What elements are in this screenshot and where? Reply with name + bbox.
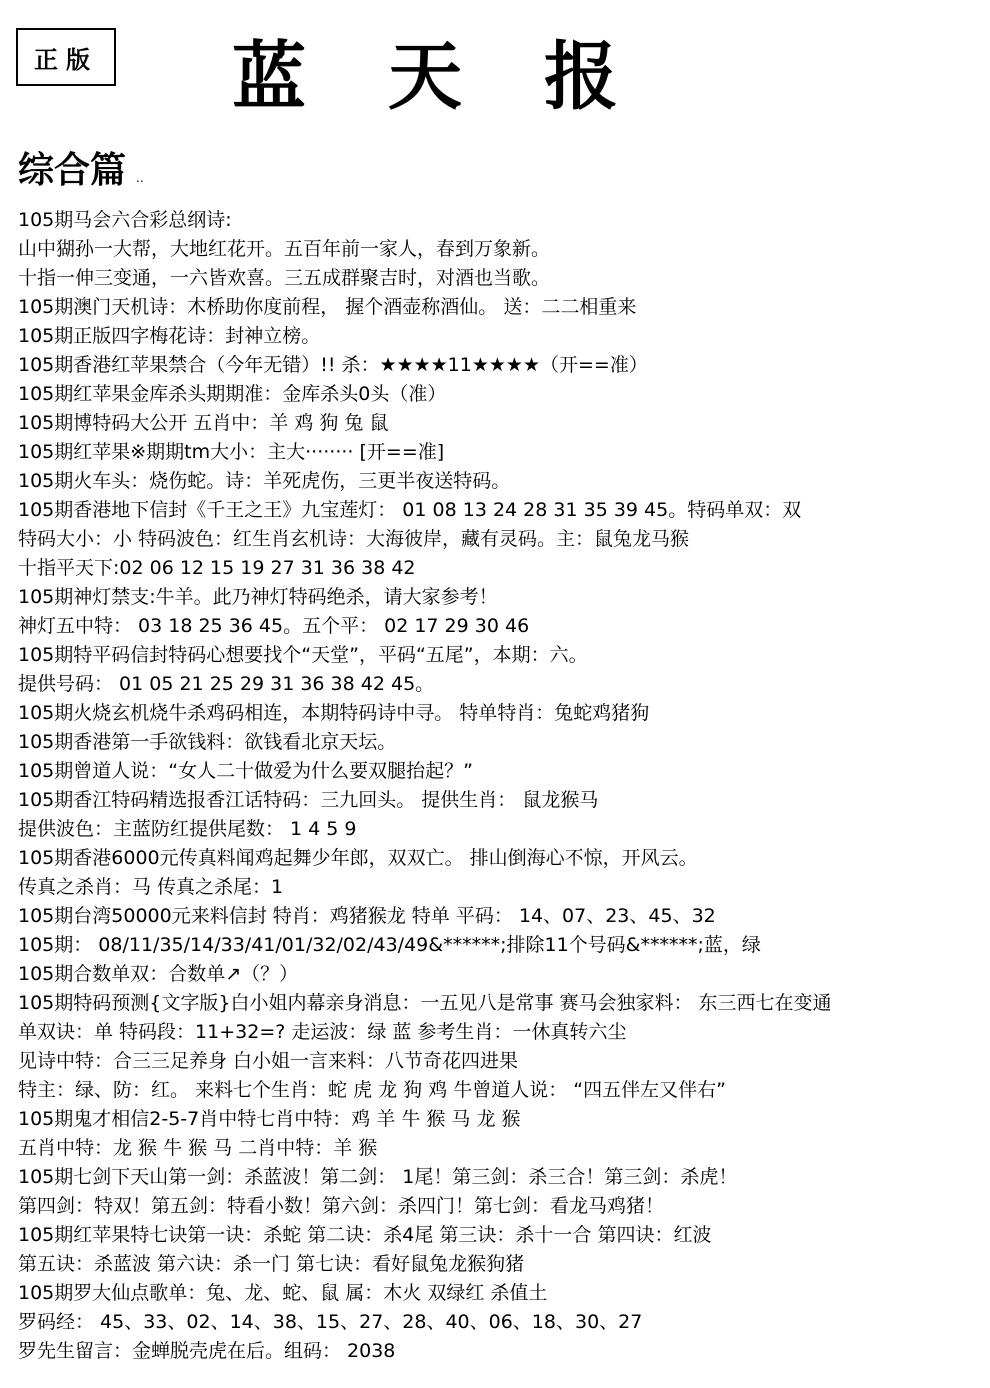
text-line: 105期神灯禁支:牛羊。此乃神灯特码绝杀，请大家参考！: [18, 586, 498, 608]
text-line: 提供波色：主蓝防红提供尾数： 1 4 5 9: [18, 818, 357, 840]
text-line: 山中猢孙一大帮，大地红花开。五百年前一家人，春到万象新。: [18, 238, 551, 260]
text-line: 105期曾道人说：“女人二十做爱为什么要双腿抬起？”: [18, 760, 473, 782]
text-line: 特码大小：小 特码波色：红生肖玄机诗：大海彼岸，藏有灵码。主：鼠兔龙马猴: [18, 528, 690, 550]
text-line: 传真之杀肖：马 传真之杀尾：1: [18, 876, 284, 898]
text-line: 提供号码： 01 05 21 25 29 31 36 38 42 45。: [18, 673, 435, 695]
text-line: 十指平天下:02 06 12 15 19 27 31 36 38 42: [18, 557, 416, 579]
text-line: 105期红苹果※期期tm大小：主大········ [开==准]: [18, 441, 445, 463]
text-line: 105期特码预测{文字版}白小姐内幕亲身消息：一五见八是常事 赛马会独家料： 东三西七在变通: [18, 992, 832, 1014]
text-line: 105期红苹果特七诀第一诀：杀蛇 第二诀：杀4尾 第三诀：杀十一合 第四诀：红波: [18, 1224, 712, 1246]
text-line: 105期特平码信封特码心想要找个“天堂”，平码“五尾”，本期：六。: [18, 644, 588, 666]
text-line: 105期红苹果金库杀头期期准：金库杀头0头（准）: [18, 383, 447, 405]
text-line: 105期香港6000元传真料闻鸡起舞少年郎，双双亡。 排山倒海心不惊，开风云。: [18, 847, 698, 869]
text-line: 105期火烧玄机烧牛杀鸡码相连，本期特码诗中寻。 特单特肖：兔蛇鸡猪狗: [18, 702, 650, 724]
text-line: 105期正版四字梅花诗：封神立榜。: [18, 325, 321, 347]
section-title-dots: ..: [136, 171, 144, 185]
text-line: 105期香港地下信封《千王之王》九宝莲灯： 01 08 13 24 28 31 35 39 45。特码单双：双: [18, 499, 802, 521]
section-title: [18, 149, 144, 191]
text-line: 105期七剑下天山第一剑：杀蓝波！第二剑： 1尾！第三剑：杀三合！第三剑：杀虎！: [18, 1166, 738, 1188]
text-line: 见诗中特：合三三足养身 白小姐一言来料：八节奇花四进果: [18, 1050, 519, 1072]
text-line: 105期博特码大公开 五肖中：羊 鸡 狗 兔 鼠: [18, 412, 389, 434]
text-line: 105期澳门天机诗：木桥助你度前程， 握个酒壶称酒仙。 送：二二相重来: [18, 296, 637, 318]
text-line: 105期罗大仙点歌单：兔、龙、蛇、鼠 属：木火 双绿红 杀值土: [18, 1282, 548, 1304]
text-line: 105期火车头：烧伤蛇。诗：羊死虎伤，三更半夜送特码。: [18, 470, 511, 492]
text-line: 神灯五中特： 03 18 25 36 45。五个平： 02 17 29 30 46: [18, 615, 530, 637]
text-line: 单双诀：单 特码段：11+32=? 走运波：绿 蓝 参考生肖：一休真转六尘: [18, 1021, 627, 1043]
text-line: 罗先生留言：金蝉脱壳虎在后。组码： 2038: [18, 1340, 396, 1362]
section-title-text: 综合篇: [18, 149, 127, 191]
text-line: 105期香港红苹果禁合（今年无错）!! 杀：★★★★11★★★★（开==准）: [18, 354, 648, 376]
text-line: 五肖中特：龙 猴 牛 猴 马 二肖中特：羊 猴: [18, 1137, 378, 1159]
text-line: 105期香江特码精选报香江话特码：三九回头。 提供生肖： 鼠龙猴马: [18, 789, 599, 811]
text-line: 第四剑：特双！第五剑：特看小数！第六剑：杀四门！第七剑：看龙马鸡猪！: [18, 1195, 665, 1217]
text-line: 105期合数单双：合数单↗（？）: [18, 963, 299, 985]
newspaper-title: 蓝天报: [232, 34, 700, 120]
text-line: 特主：绿、防：红。 来料七个生肖：蛇 虎 龙 狗 鸡 牛曾道人说： “四五伴左又伴右”: [18, 1079, 726, 1101]
text-line: 105期鬼才相信2-5-7肖中特七肖中特：鸡 羊 牛 猴 马 龙 猴: [18, 1108, 521, 1130]
text-line: 十指一伸三变通，一六皆欢喜。三五成群聚吉时，对酒也当歌。: [18, 267, 551, 289]
text-line: 105期： 08/11/35/14/33/41/01/32/02/43/49&******;排除11个号码&******;蓝，绿: [18, 934, 761, 956]
article-lines: [18, 206, 983, 1366]
edition-badge: 正版: [16, 28, 116, 86]
text-line: 105期香港第一手欲钱料：欲钱看北京天坛。: [18, 731, 397, 753]
text-line: 第五诀：杀蓝波 第六诀：杀一门 第七诀：看好鼠兔龙猴狗猪: [18, 1253, 525, 1275]
text-line: 105期马会六合彩总纲诗:: [18, 209, 232, 231]
text-line: 罗码经： 45、33、02、14、38、15、27、28、40、06、18、30、27: [18, 1311, 643, 1333]
text-line: 105期台湾50000元来料信封 特肖：鸡猪猴龙 特单 平码： 14、07、23、45、32: [18, 905, 716, 927]
